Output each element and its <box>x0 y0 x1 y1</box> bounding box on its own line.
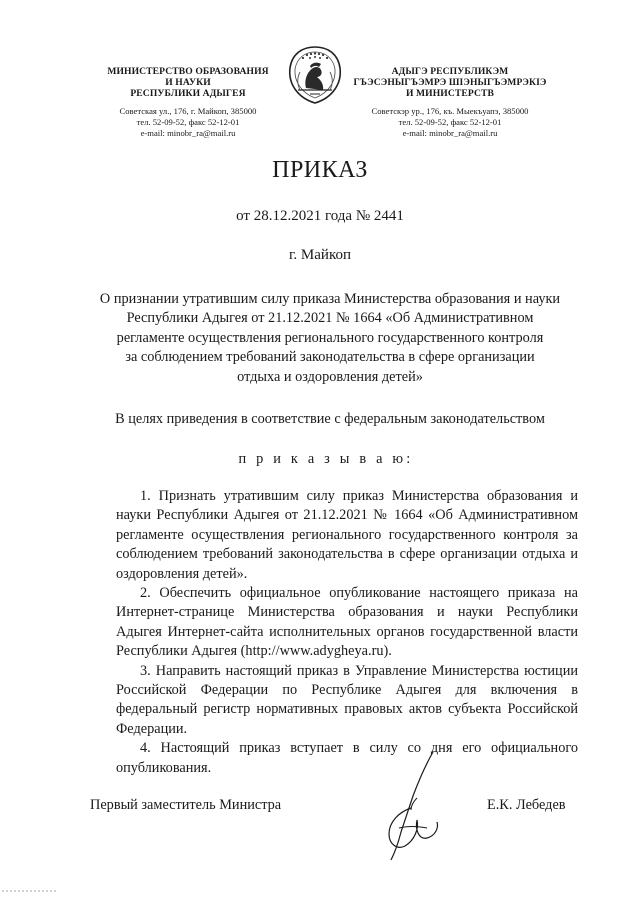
header-right <box>350 66 550 139</box>
address-line: Советская ул., 176, г. Майкоп, 385000 <box>119 105 257 116</box>
signatory-name: Е.К. Лебедев <box>487 797 566 813</box>
subject-line: отдыха и оздоровления детей» <box>237 368 423 385</box>
email-line: e-mail: minobr_ra@mail.ru <box>402 127 498 138</box>
org-name-ady <box>350 66 550 100</box>
order-item-1: 1. Признать утратившим силу приказ Министерства образования и науки Республики Адыгея от 21.12.2021 № 1664 «Об Административном регламенте осуществления регионального государственного контроля за соблюдением требований законодательства в сфере организации отдыха и оздоровления детей». <box>116 488 578 582</box>
org-line: ГЪЭСЭНЫГЪЭМРЭ ШIЭНЫГЪЭМРЭКIЭ <box>353 77 547 89</box>
preamble: В целях приведения в соответствие с федеральным законодательством <box>115 411 545 427</box>
order-item-2: 2. Обеспечить официальное опубликование настоящего приказа на Интернет-странице Министерства образования и науки Республики Адыгея Интернет-сайта исполнительных органов государственной власти Республики Адыгея (http://www.adygheya.ru). <box>116 585 578 660</box>
phone-line: тел. 52-09-52, факс 52-12-01 <box>136 116 240 127</box>
org-line: И НАУКИ <box>165 77 211 89</box>
order-subject <box>90 290 570 387</box>
date-number-line: от 28.12.2021 года № 2441 <box>236 208 404 224</box>
phone-line: тел. 52-09-52, факс 52-12-01 <box>398 116 502 127</box>
decree-word: п р и к а з ы в а ю: <box>238 451 414 467</box>
address-line: Советскэр ур., 176, къ. Мыекъуапэ, 385000 <box>371 105 529 116</box>
org-line: АДЫГЭ РЕСПУБЛИКЭМ <box>391 66 509 77</box>
order-item-4: 4. Настоящий приказ вступает в силу со дня его официального опубликования. <box>116 740 578 776</box>
address-ru <box>88 106 288 139</box>
order-items <box>116 487 578 778</box>
address-ady <box>350 106 550 139</box>
subject-line: О признании утратившим силу приказа Министерства образования и науки <box>99 291 561 307</box>
org-line: И МИНИСТЕРСТВ <box>405 88 495 100</box>
org-line: МИНИСТЕРСТВО ОБРАЗОВАНИЯ <box>107 66 269 77</box>
scan-edge-line <box>0 888 640 894</box>
subject-line: регламенте осуществления регионального государственного контроля <box>116 329 544 346</box>
signatory-title: Первый заместитель Министра <box>90 797 282 813</box>
email-line: e-mail: minobr_ra@mail.ru <box>140 127 236 138</box>
coat-of-arms-emblem <box>280 44 350 106</box>
org-name-ru <box>88 66 288 100</box>
order-item-3: 3. Направить настоящий приказ в Управление Министерства юстиции Российской Федерации по Республике Адыгея для включения в федеральный регистр нормативных правовых актов субъекта Российской Федерации. <box>116 662 578 737</box>
city-line: г. Майкоп <box>288 247 352 263</box>
handwritten-signature <box>355 748 465 864</box>
subject-line: Республики Адыгея от 21.12.2021 № 1664 «Об Административном <box>126 310 534 327</box>
header-left <box>88 66 288 139</box>
document-title: ПРИКАЗ <box>272 157 368 183</box>
org-line: РЕСПУБЛИКИ АДЫГЕЯ <box>130 88 246 100</box>
subject-line: за соблюдением требований законодательства в сфере организации <box>125 349 535 366</box>
